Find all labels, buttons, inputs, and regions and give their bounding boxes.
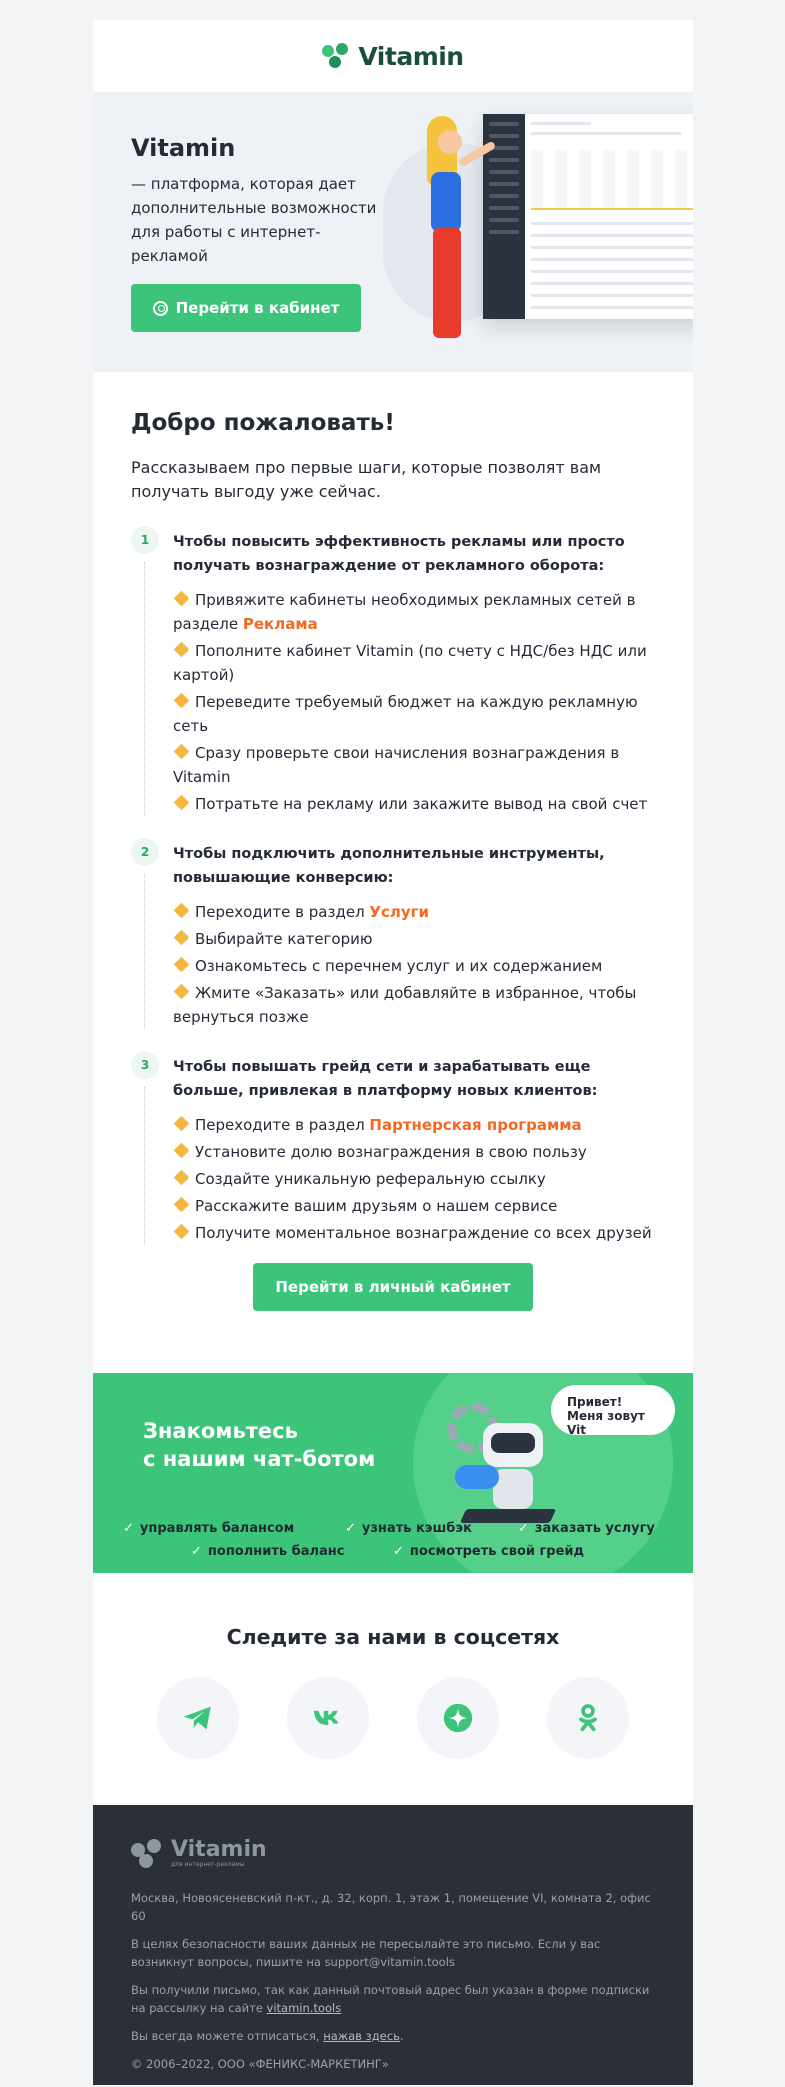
list-item: Сразу проверьте свои начисления вознаграждения в Vitamin [173,744,620,786]
footer-copyright: © 2006–2022, ООО «ФЕНИКС-МАРКЕТИНГ» [131,2057,389,2071]
step-title: Чтобы повышать грейд сети и зарабатывать еще больше, привлекая в платформу новых клиентов: [173,1059,598,1099]
site-link[interactable]: vitamin.tools [266,2001,342,2015]
vitamin-logo-icon [322,43,350,69]
list-item: Создайте уникальную реферальную ссылку [173,1167,655,1191]
email-container [93,20,693,2085]
check-icon: ✓ [345,1521,356,1536]
list-item: Ознакомьтесь с перечнем услуг и их содержанием [173,954,655,978]
user-circle-icon [153,301,168,316]
footer-subscription-note: Вы получили письмо, так как данный почтовый адрес был указан в форме подписки на рассылку на сайте vitamin.tools [131,1983,650,2015]
social-title: Следите за нами в соцсетях [226,1625,560,1649]
step-2 [131,842,655,1029]
go-to-cabinet-button[interactable] [131,284,361,332]
cloud-icon [455,1465,499,1489]
step-1 [131,530,655,816]
footer [93,1805,693,2085]
list-item: Переходите в раздел Услуги [173,900,655,924]
list-item: Расскажите вашим друзьям о нашем сервисе [173,1194,655,1218]
diamond-bullet-icon [174,903,190,919]
diamond-bullet-icon [174,1170,190,1186]
chatbot-feature: ✓ управлять балансом [123,1521,295,1536]
footer-address: Москва, Новоясеневский п-кт., д. 32, корп. 1, этаж 1, помещение VI, комната 2, офис 60 [131,1891,651,1923]
diamond-bullet-icon [174,957,190,973]
step-title: Чтобы подключить дополнительные инструменты, повышающие конверсию: [173,846,605,886]
check-icon: ✓ [518,1521,529,1536]
diamond-bullet-icon [174,1116,190,1132]
go-to-cabinet-label: Перейти в кабинет [175,299,340,317]
speech-bubble: Привет! Меня зовут Vit [551,1385,675,1435]
dashboard-screenshot [483,114,693,319]
chatbot-feature: ✓ заказать услугу [518,1521,655,1536]
telegram-icon[interactable] [157,1677,239,1759]
vitamin-logo-icon [131,1839,163,1869]
partner-program-link[interactable]: Партнерская программа [369,1116,582,1134]
list-item: Получите моментальное вознаграждение со всех друзей [173,1221,655,1245]
footer-unsubscribe: Вы всегда можете отписаться, нажав здесь. [131,2029,404,2043]
check-icon: ✓ [191,1544,202,1559]
diamond-bullet-icon [174,795,190,811]
hero-illustration [383,102,693,372]
list-item: Потратьте на рекламу или закажите вывод на свой счет [173,792,655,816]
welcome-title: Добро пожаловать! [131,410,395,436]
check-icon: ✓ [393,1544,404,1559]
list-item: Жмите «Заказать» или добавляйте в избранное, чтобы вернуться позже [173,984,637,1026]
step-number: 1 [131,526,159,554]
diamond-bullet-icon [174,591,190,607]
step-3 [131,1055,655,1245]
list-item: Пополните кабинет Vitamin (по счету с НДС/без НДС или картой) [173,642,647,684]
list-item: Переходите в раздел Партнерская программа [173,1113,655,1137]
chatbot-banner[interactable] [93,1373,693,1573]
diamond-bullet-icon [174,642,190,658]
chatbot-feature: ✓ пополнить баланс [191,1544,345,1559]
diamond-bullet-icon [174,1224,190,1240]
check-icon: ✓ [123,1521,134,1536]
welcome-section [93,410,693,1311]
personal-cabinet-button[interactable]: Перейти в личный кабинет [253,1263,533,1311]
step-number: 3 [131,1051,159,1079]
chatbot-title: Знакомьтесь с нашим чат-ботом [143,1419,376,1471]
logo-text: Vitamin [358,41,464,71]
list-item: Выбирайте категорию [173,927,655,951]
hero-banner [93,92,693,372]
diamond-bullet-icon [174,744,190,760]
diamond-bullet-icon [174,984,190,1000]
list-item: Переведите требуемый бюджет на каждую рекламную сеть [173,693,638,735]
step-number: 2 [131,838,159,866]
footer-security-note: В целях безопасности ваших данных не пересылайте это письмо. Если у вас возникнут вопросы, пишите на support@vitamin.tools [131,1937,601,1969]
chatbot-feature: ✓ посмотреть свой грейд [393,1544,585,1559]
social-section [93,1573,693,1805]
hero-title: Vitamin [131,134,236,162]
zen-icon[interactable] [417,1677,499,1759]
odnoklassniki-icon[interactable] [547,1677,629,1759]
unsubscribe-link[interactable]: нажав здесь [323,2029,400,2043]
list-item: Привяжите кабинеты необходимых рекламных сетей в разделе Реклама [173,591,636,633]
footer-logo: Vitamin для интернет-рекламы [131,1839,655,1869]
chatbot-feature: ✓ узнать кэшбэк [345,1521,472,1536]
hero-description: — платформа, которая дает дополнительные возможности для работы с интернет-рекламой [131,175,377,265]
vk-icon[interactable] [287,1677,369,1759]
services-section-link[interactable]: Услуги [369,903,429,921]
list-item: Установите долю вознаграждения в свою пользу [173,1140,655,1164]
step-title: Чтобы повысить эффективность рекламы или просто получать вознаграждение от рекламного оборота: [173,534,625,574]
diamond-bullet-icon [174,1143,190,1159]
diamond-bullet-icon [174,1197,190,1213]
ads-section-link[interactable]: Реклама [242,615,318,633]
welcome-intro: Рассказываем про первые шаги, которые позволят вам получать выгоду уже сейчас. [131,458,602,501]
logo-header [93,20,693,92]
diamond-bullet-icon [174,930,190,946]
diamond-bullet-icon [174,693,190,709]
